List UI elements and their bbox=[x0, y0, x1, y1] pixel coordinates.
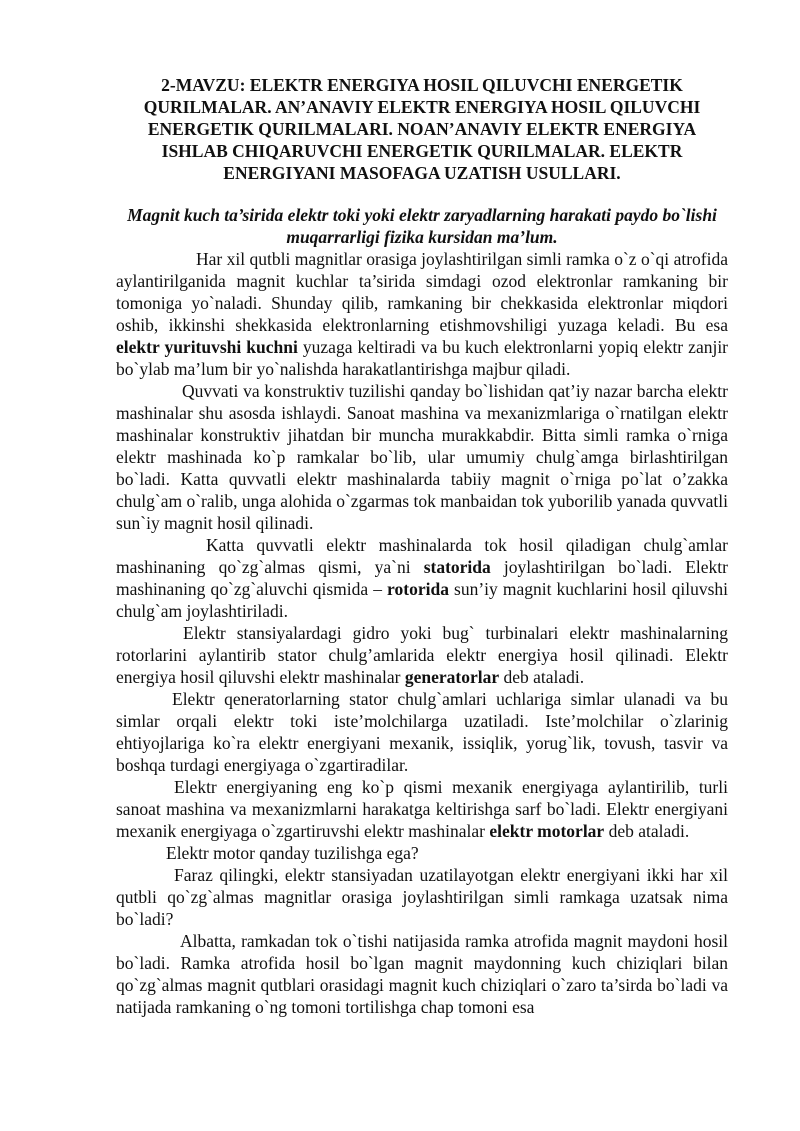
paragraph-1-text-c: yuzaga keltiradi va bu kuch elektronlarni yopiq elektr zanjir bo`ylab ma’lum bir yo`nalishda harakatlantirishga majbur qiladi. bbox=[116, 337, 729, 379]
paragraph-1-text-a: Har xil qutbli magnitlar orasiga joylashtirilgan simli ramka o`z o`qi atrofida aylantirilganida magnit kuchlar ta’sirida simdagi ozod elektronlar ramkaning bir tomoniga yo`naladi. Shunday qilib, ramkaning bir chekkasida elektronlar miqdori oshib, ikkinshi shekkasida elektronlarning etishmovshiligi yuzaga keladi. Bu esa bbox=[116, 249, 728, 335]
paragraph-7-question: Elektr motor qanday tuzilishga ega? bbox=[166, 843, 419, 863]
document-subtitle: Magnit kuch ta’sirida elektr toki yoki elektr zaryadlarning harakati paydo bo`lishi muqarrarligi fizika kursidan ma’lum. bbox=[127, 205, 717, 247]
paragraph-4 bbox=[116, 622, 728, 688]
paragraph-3-text-a: Katta quvvatli elektr mashinalarda tok hosil qiladigan chulg`amlar mashinaning qo`zg`almas qismi, ya`ni bbox=[116, 535, 728, 577]
paragraph-1-term: elektr yurituvshi kuchni bbox=[116, 337, 298, 357]
paragraph-3-text-c: joylashtirilgan bo`ladi. Elektr mashinaning qo`zg`aluvchi qismida – bbox=[116, 557, 728, 599]
paragraph-4-term: generatorlar bbox=[404, 667, 500, 687]
paragraph-3-text-e: sun’iy magnit kuchlarini hosil qiluvshi chulg`am joylashtiriladi. bbox=[116, 579, 729, 621]
paragraph-8: Faraz qilingki, elektr stansiyadan uzatilayotgan elektr energiyani ikki har xil qutbli qo`zg`almas magnitlar orasiga joylashtirilgan simli ramkaga uzatsak nima bo`ladi? bbox=[116, 865, 728, 929]
paragraph-9: Albatta, ramkadan tok o`tishi natijasida ramka atrofida magnit maydoni hosil bo`ladi. Ramka atrofida hosil bo`lgan magnit maydonning kuch chiziqlari bilan qo`zg`almas magnit qutblari orasidagi magnit kuch chiziqlari o`zaro ta’sirda bo`ladi va natijada ramkaning o`ng tomoni tortilishga chap tomoni esa bbox=[116, 931, 728, 1017]
paragraph-4-text-a: Elektr stansiyalardagi gidro yoki bug` turbinalari elektr mashinalarning rotorlarini aylantirib stator chulg’amlarida elektr energiya hosil qilinadi. Elektr energiya hosil qiluvshi elektr mashinalar bbox=[116, 623, 728, 687]
paragraph-2: Quvvati va konstruktiv tuzilishi qanday bo`lishidan qat’iy nazar barcha elektr mashinalar shu asosda ishlaydi. Sanoat mashina va mexanizmlariga o`rnatilgan elektr mashinalar konstruktiv jihatdan bir muncha murakkabdir. Bitta simli ramka o`rniga elektr mashinada ko`p ramkalar bo`lib, ular umumiy chulg`amga birlashtirilgan bo`ladi. Katta quvvatli elektr mashinalarda tabiiy magnit o`rniga po`lat o’zakka chulg`am o`ralib, unga alohida o`zgarmas tok manbaidan tok yuborilib yanada quvvatli sun`iy magnit hosil qilinadi. bbox=[116, 381, 728, 533]
paragraph-3 bbox=[116, 534, 728, 622]
paragraph-1 bbox=[116, 248, 728, 380]
paragraph-6-text-c: deb ataladi. bbox=[604, 821, 690, 841]
paragraph-4-text-c: deb ataladi. bbox=[499, 667, 585, 687]
paragraph-3-term-rotor: rotorida bbox=[387, 579, 449, 599]
paragraph-6-term: elektr motorlar bbox=[489, 821, 605, 841]
paragraph-3-term-stator: statorida bbox=[423, 557, 491, 577]
document-title: 2-MAVZU: ELEKTR ENERGIYA HOSIL QILUVCHI ENERGETIK QURILMALAR. AN’ANAVIY ELEKTR ENERGIYA HOSIL QILUVCHI ENERGETIK QURILMALARI. NOAN’ANAVIY ELEKTR ENERGIYA ISHLAB CHIQARUVCHI ENERGETIK QURILMALAR. ELEKTR ENERGIYANI MASOFAGA UZATISH USULLARI. bbox=[143, 75, 701, 183]
paragraph-5: Elektr qeneratorlarning stator chulg`amlari uchlariga simlar ulanadi va bu simlar orqali elektr toki iste’molchilarga uzatiladi. Iste’molchilar o`zlarinig ehtiyojlariga ko`ra elektr energiyani mexanik, issiqlik, yorug`lik, tovush, tasvir va boshqa turdagi energiyaga o`zgartiradilar. bbox=[116, 689, 728, 775]
paragraph-6 bbox=[116, 776, 728, 842]
paragraph-6-text-a: Elektr energiyaning eng ko`p qismi mexanik energiyaga aylantirilib, turli sanoat mashina va mexanizmlarni harakatga keltirishga sarf bo`ladi. Elektr energiyani mexanik energiyaga o`zgartiruvshi elektr mashinalar bbox=[116, 777, 728, 841]
